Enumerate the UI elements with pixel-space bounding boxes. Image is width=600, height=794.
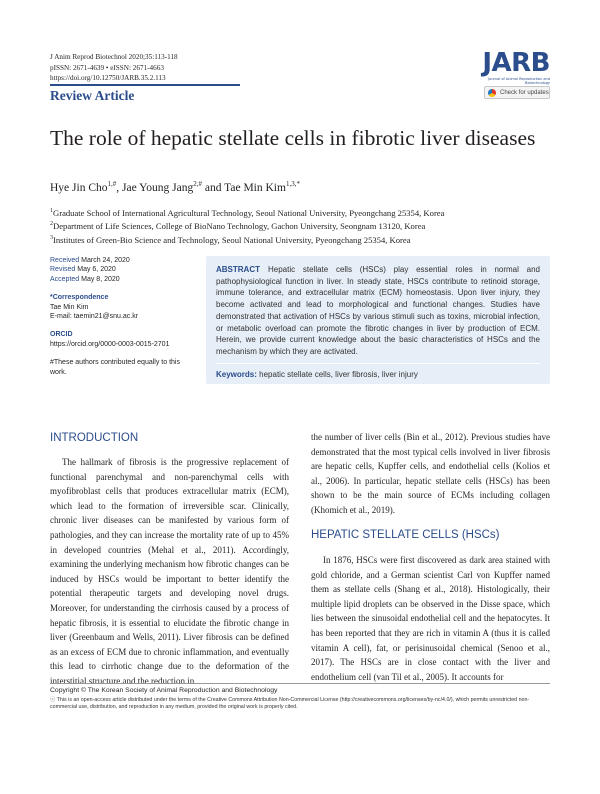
copyright-text: Copyright © The Korean Society of Animal Reproduction and Biotechnology <box>50 687 278 694</box>
affiliation-item <box>50 233 444 246</box>
affiliation-num: 3 <box>50 234 53 241</box>
received-date <box>50 256 195 265</box>
logo-text: JARB <box>482 48 550 78</box>
check-for-updates-button[interactable] <box>484 86 550 99</box>
left-column <box>50 455 289 689</box>
crossmark-icon <box>488 89 496 97</box>
accepted-label: Accepted <box>50 275 80 283</box>
affiliation-text: Institutes of Green-Bio Science and Technology, Seoul National University, Pyeongchang 25354, Korea <box>53 234 411 245</box>
author-separator: , <box>116 181 122 194</box>
introduction-heading: INTRODUCTION <box>50 432 139 444</box>
abstract-text <box>216 264 540 358</box>
orcid-label: ORCID <box>50 331 73 339</box>
accepted-value: May 8, 2020 <box>81 275 120 283</box>
author-name: Tae Min Kim <box>224 181 286 194</box>
abstract-box <box>206 256 550 384</box>
affiliation-num: 2 <box>50 221 53 228</box>
keywords-value: hepatic stellate cells, liver fibrosis, liver injury <box>259 369 418 379</box>
affiliation-item <box>50 206 444 219</box>
journal-issn: pISSN: 2671-4639 • eISSN: 2671-4663 <box>50 63 164 72</box>
author-sup: 1,# <box>107 180 117 188</box>
logo-subtitle: Journal of Animal Reproduction and Biotechnology <box>488 77 550 85</box>
journal-doi[interactable]: https://doi.org/10.12750/JARB.35.2.113 <box>50 74 166 83</box>
author-list <box>50 180 300 194</box>
license-text: ⓒ This is an open-access article distributed under the terms of the Creative Commons Attribution Non-Commercial License (http://creativecommons.org/licenses/by-nc/4.0/), which permits unrestricted non-commercial use, distribution, and reproduction in any medium, provided the original work is properly cited. <box>50 697 530 710</box>
abstract-body: Hepatic stellate cells (HSCs) play essential roles in normal and pathophysiological function in liver. In steady state, HSCs contribute to retinoid storage, immune tolerance, and extracellular matrix (ECM) homeostasis. Upon liver injury, they become activated and lead to morphological and functional changes. Studies have demonstrated that activation of HSCs by various stimuli such as toxins, microbial infection, or metabolic overload can promote the fibrotic changes in liver by production of ECM. Herein, we provide current knowledge about the basic characteristics of HSCs and the mechanism by which they are activated. <box>216 265 540 356</box>
revised-date <box>50 265 195 274</box>
right-column-top <box>311 430 550 518</box>
article-title: The role of hepatic stellate cells in fibrotic liver diseases <box>50 126 536 150</box>
author-sup: 2,# <box>193 180 202 188</box>
right-column-bottom <box>311 553 550 684</box>
keywords-divider <box>216 363 540 364</box>
affiliation-num: 1 <box>50 208 53 214</box>
hsc-paragraph: In 1876, HSCs were first discovered as dark area stained with gold chloride, and a German scientist Carl von Kupffer named them as stellate cells (Shang et al., 2018). Histologically, their multiple lipid droplets can be observed in the Disse space, which lies between the sinusoidal endothelial cell and the hepatocytes. It has been reported that they are rich in vitamin A (thus it is called vitamin A cell), fat, or perisinusoidal chemical (Senoo et al., 2017). The HSCs are in close contact with the liver and endothelium cell (van Til et al., 2005). It accounts for <box>311 555 550 682</box>
equal-contribution-note: #These authors contributed equally to this work. <box>50 359 180 376</box>
hsc-heading: HEPATIC STELLATE CELLS (HSCs) <box>311 529 500 541</box>
revised-label: Revised <box>50 266 76 274</box>
accepted-date <box>50 275 195 284</box>
author-separator: and <box>202 181 225 194</box>
intro-paragraph: The hallmark of fibrosis is the progressive replacement of functional parenchymal and non-parenchymal cells with myofibroblast cells that produces extracellular matrix (ECM), which lead to the formation of irreversible scar. Clinically, chronic liver diseases can be manifested by various form of pathologies, and they can increase the mortality rate of up to 45% in developed countries (Mehal et al., 2011). Accordingly, examining the underlying mechanism how fibrotic changes can be induced by HSCs would be important to better identify the potential therapeutic targets and developing novel drugs. Moreover, for understanding the cirrhosis caused by a process of hepatic fibrosis, it is essential to elucidate the fibrotic change in liver (Greenbaum and Wells, 2011). Liver fibrosis can be defined as an excess of ECM due to chronic inflammation, and eventually this lead to cirrhotic change due to the deformation of the interstitial structure and the reduction in <box>50 457 289 686</box>
affiliation-text: Graduate School of International Agricultural Technology, Seoul National University, Pyeongchang 25354, Korea <box>53 207 445 218</box>
article-type: Review Article <box>50 88 135 103</box>
affiliation-list <box>50 206 444 246</box>
author-name: Jae Young Jang <box>122 181 194 194</box>
header-rule <box>50 84 240 86</box>
affiliation-item <box>50 219 444 232</box>
abstract-label: ABSTRACT <box>216 265 260 274</box>
journal-logo <box>470 50 550 85</box>
check-updates-label: Check for updates <box>500 89 549 96</box>
article-sidebar <box>50 256 195 377</box>
journal-info <box>50 52 178 84</box>
footer-rule <box>50 683 550 684</box>
affiliation-text: Department of Life Sciences, College of BioNano Technology, Gachon University, Seongnam 13120, Korea <box>53 221 426 232</box>
author-sup: 1,3,* <box>285 180 300 188</box>
correspondence-email[interactable]: E-mail: taemin21@snu.ac.kr <box>50 313 139 321</box>
intro-paragraph-continued: the number of liver cells (Bin et al., 2012). Previous studies have demonstrated that the most typical cells involved in liver fibrosis are hepatic cells, Kupffer cells, and endothelial cells (Kolios et al., 2006). In particular, hepatic stellate cells (HSCs) has been shown to be the main source of ECMs including collagen (Khomich et al., 2019). <box>311 432 550 515</box>
footer <box>50 686 550 711</box>
journal-citation: J Anim Reprod Biotechnol 2020;35:113-118 <box>50 53 178 61</box>
correspondence-label: *Correspondence <box>50 294 109 302</box>
keywords <box>216 369 540 381</box>
orcid-link[interactable]: https://orcid.org/0000-0003-0015-2701 <box>50 340 170 348</box>
correspondence-name: Tae Min Kim <box>50 303 89 311</box>
keywords-label: Keywords: <box>216 369 257 379</box>
author-name: Hye Jin Cho <box>50 181 108 194</box>
received-value: March 24, 2020 <box>81 257 130 264</box>
revised-value: May 6, 2020 <box>77 266 116 274</box>
received-label: Received <box>50 257 80 264</box>
